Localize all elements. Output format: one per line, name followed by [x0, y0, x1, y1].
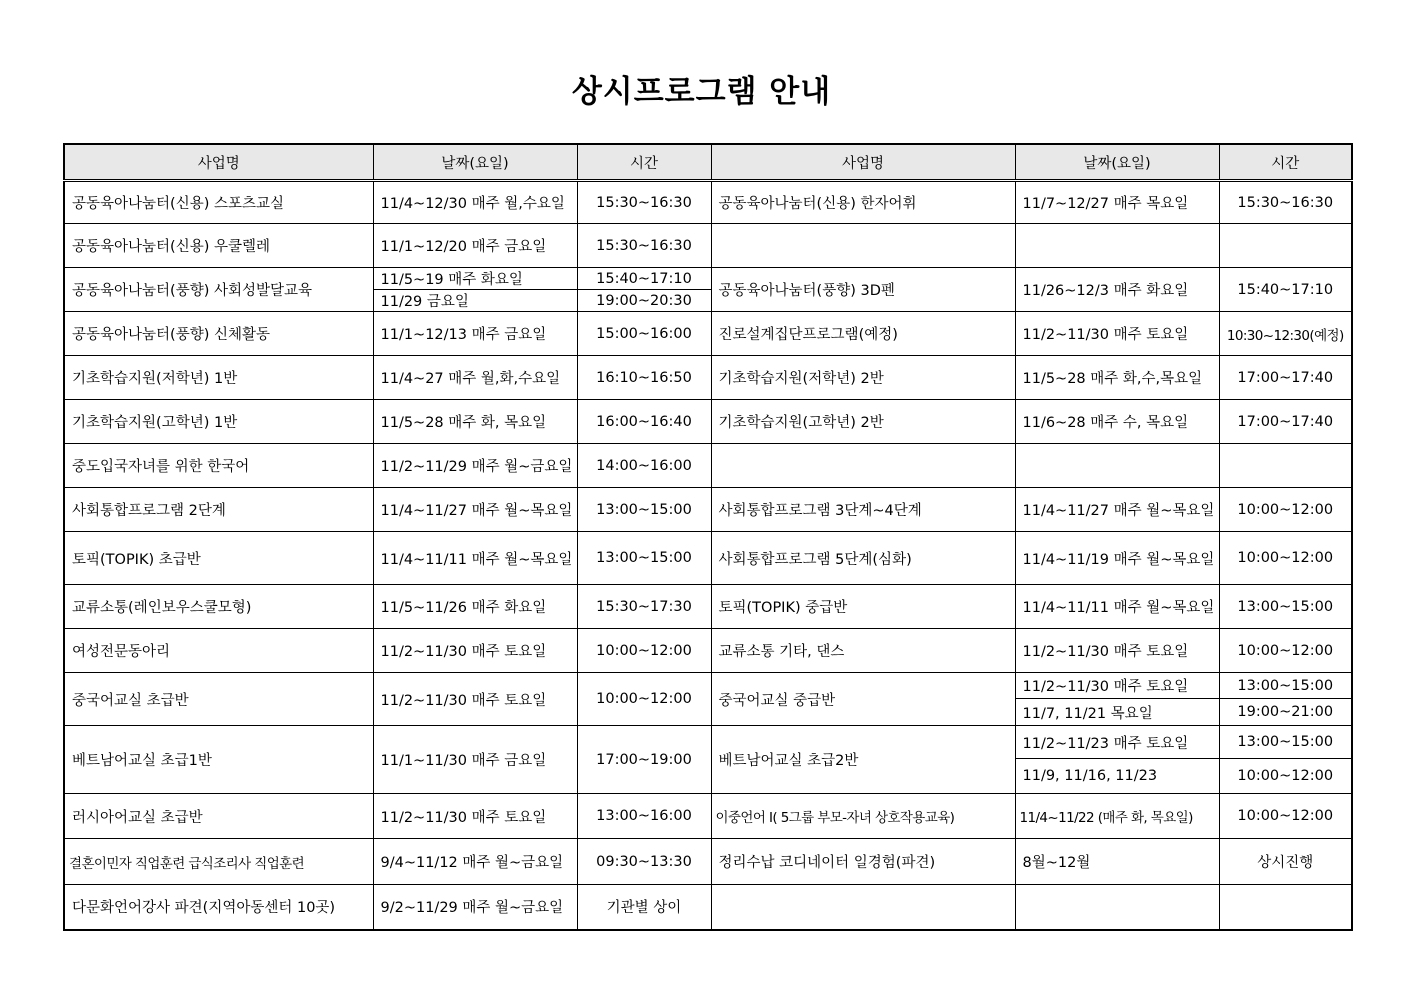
- program-date: [1015, 885, 1219, 930]
- program-name: 다문화언어강사 파견(지역아동센터 10곳): [64, 885, 373, 930]
- program-date: 11/5~28 매주 화,수,목요일: [1015, 356, 1219, 400]
- program-time: 15:00~16:00: [577, 312, 711, 356]
- table-row: [64, 629, 1352, 673]
- program-date: [1015, 224, 1219, 268]
- program-date: 11/26~12/3 매주 화요일: [1015, 268, 1219, 312]
- program-time: 10:00~12:00: [1219, 532, 1352, 585]
- program-time: 상시진행: [1219, 839, 1352, 885]
- program-date: 11/4~11/19 매주 월~목요일: [1015, 532, 1219, 585]
- program-name: 사회통합프로그램 5단계(심화): [711, 532, 1015, 585]
- program-name: 이중언어 I( 5그룹 부모-자녀 상호작용교육): [711, 794, 1015, 839]
- table-row: [64, 356, 1352, 400]
- table-row: [64, 312, 1352, 356]
- program-date: 11/4~12/30 매주 월,수요일: [373, 181, 577, 224]
- program-name: 공동육아나눔터(신용) 우쿨렐레: [64, 224, 373, 268]
- program-date: 11/7~12/27 매주 목요일: [1015, 181, 1219, 224]
- program-time: 10:00~12:00: [1219, 759, 1352, 794]
- program-date: 11/4~11/22 (매주 화, 목요일): [1015, 794, 1219, 839]
- program-time: 13:00~15:00: [577, 488, 711, 532]
- program-name: 기초학습지원(저학년) 1반: [64, 356, 373, 400]
- table-row: [64, 794, 1352, 839]
- table-row: [64, 726, 1352, 759]
- program-date: 11/4~27 매주 월,화,수요일: [373, 356, 577, 400]
- header-date-2: 날짜(요일): [1015, 144, 1219, 181]
- program-name: 교류소통 기타, 댄스: [711, 629, 1015, 673]
- header-program-name-2: 사업명: [711, 144, 1015, 181]
- program-date: 8월~12월: [1015, 839, 1219, 885]
- table-header-row: [64, 144, 1352, 181]
- table-row: [64, 532, 1352, 585]
- program-time: 13:00~15:00: [577, 532, 711, 585]
- program-time: 10:00~12:00: [1219, 488, 1352, 532]
- program-date: 11/7, 11/21 목요일: [1015, 699, 1219, 726]
- program-date: 11/5~19 매주 화요일: [373, 268, 577, 290]
- program-time: 10:00~12:00: [577, 673, 711, 726]
- table-row: [64, 839, 1352, 885]
- program-date: 11/2~11/30 매주 토요일: [373, 629, 577, 673]
- program-name: 여성전문동아리: [64, 629, 373, 673]
- program-time: [1219, 224, 1352, 268]
- program-time: 10:00~12:00: [1219, 629, 1352, 673]
- table-row: [64, 885, 1352, 930]
- program-name: 공동육아나눔터(풍향) 사회성발달교육: [64, 268, 373, 312]
- program-time: 16:10~16:50: [577, 356, 711, 400]
- program-time: 10:30~12:30(예정): [1219, 312, 1352, 356]
- table-row: [64, 585, 1352, 629]
- program-name: [711, 885, 1015, 930]
- program-date: 11/29 금요일: [373, 290, 577, 312]
- page-title: 상시프로그램 안내: [571, 74, 832, 110]
- program-date: 9/4~11/12 매주 월~금요일: [373, 839, 577, 885]
- program-date: [1015, 444, 1219, 488]
- program-name: 베트남어교실 초급2반: [711, 726, 1015, 794]
- program-time: 16:00~16:40: [577, 400, 711, 444]
- program-time: 10:00~12:00: [577, 629, 711, 673]
- program-name: 사회통합프로그램 2단계: [64, 488, 373, 532]
- program-name: 기초학습지원(고학년) 1반: [64, 400, 373, 444]
- program-name: 진로설계집단프로그램(예정): [711, 312, 1015, 356]
- program-time: 기관별 상이: [577, 885, 711, 930]
- program-date: 11/4~11/27 매주 월~목요일: [373, 488, 577, 532]
- program-time: 13:00~15:00: [1219, 673, 1352, 699]
- program-time: 15:40~17:10: [1219, 268, 1352, 312]
- program-date: 11/1~12/13 매주 금요일: [373, 312, 577, 356]
- program-name: 중국어교실 중급반: [711, 673, 1015, 726]
- program-time: 15:30~16:30: [577, 181, 711, 224]
- program-name: 정리수납 코디네이터 일경험(파견): [711, 839, 1015, 885]
- program-time: 17:00~17:40: [1219, 356, 1352, 400]
- program-time: 19:00~21:00: [1219, 699, 1352, 726]
- table-row: [64, 444, 1352, 488]
- table-row: [64, 673, 1352, 699]
- table-row: [64, 268, 1352, 290]
- program-name: [711, 444, 1015, 488]
- program-time: 15:30~16:30: [577, 224, 711, 268]
- program-name: 러시아어교실 초급반: [64, 794, 373, 839]
- program-time: 15:30~17:30: [577, 585, 711, 629]
- program-time: 09:30~13:30: [577, 839, 711, 885]
- program-name: 토픽(TOPIK) 초급반: [64, 532, 373, 585]
- program-date: 11/6~28 매주 수, 목요일: [1015, 400, 1219, 444]
- program-name: 사회통합프로그램 3단계~4단계: [711, 488, 1015, 532]
- program-name: [711, 224, 1015, 268]
- program-date: 11/2~11/29 매주 월~금요일: [373, 444, 577, 488]
- program-date: 11/2~11/23 매주 토요일: [1015, 726, 1219, 759]
- program-time: 13:00~16:00: [577, 794, 711, 839]
- program-name: 공동육아나눔터(신용) 스포츠교실: [64, 181, 373, 224]
- program-table: [63, 143, 1353, 931]
- program-time: 15:40~17:10: [577, 268, 711, 290]
- program-date: 11/1~12/20 매주 금요일: [373, 224, 577, 268]
- table-row: [64, 400, 1352, 444]
- program-date: 11/5~11/26 매주 화요일: [373, 585, 577, 629]
- program-time: 17:00~19:00: [577, 726, 711, 794]
- program-date: 11/2~11/30 매주 토요일: [373, 673, 577, 726]
- program-name: 토픽(TOPIK) 중급반: [711, 585, 1015, 629]
- program-name: 공동육아나눔터(풍향) 신체활동: [64, 312, 373, 356]
- program-date: 11/5~28 매주 화, 목요일: [373, 400, 577, 444]
- program-date: 11/2~11/30 매주 토요일: [1015, 673, 1219, 699]
- program-time: 13:00~15:00: [1219, 726, 1352, 759]
- table-row: [64, 488, 1352, 532]
- program-date: 11/4~11/11 매주 월~목요일: [373, 532, 577, 585]
- program-date: 11/2~11/30 매주 토요일: [1015, 629, 1219, 673]
- program-time: 17:00~17:40: [1219, 400, 1352, 444]
- program-time: 15:30~16:30: [1219, 181, 1352, 224]
- program-name: 공동육아나눔터(풍향) 3D펜: [711, 268, 1015, 312]
- table-row: [64, 181, 1352, 224]
- table-row: [64, 224, 1352, 268]
- program-name: 공동육아나눔터(신용) 한자어휘: [711, 181, 1015, 224]
- header-time-2: 시간: [1219, 144, 1352, 181]
- program-name: 기초학습지원(저학년) 2반: [711, 356, 1015, 400]
- program-name: 중국어교실 초급반: [64, 673, 373, 726]
- program-time: [1219, 444, 1352, 488]
- program-time: 10:00~12:00: [1219, 794, 1352, 839]
- program-date: 11/4~11/11 매주 월~목요일: [1015, 585, 1219, 629]
- header-program-name: 사업명: [64, 144, 373, 181]
- program-date: 11/1~11/30 매주 금요일: [373, 726, 577, 794]
- program-date: 11/2~11/30 매주 토요일: [373, 794, 577, 839]
- header-date: 날짜(요일): [373, 144, 577, 181]
- program-date: 11/4~11/27 매주 월~목요일: [1015, 488, 1219, 532]
- program-name: 베트남어교실 초급1반: [64, 726, 373, 794]
- program-date: 11/2~11/30 매주 토요일: [1015, 312, 1219, 356]
- program-date: 11/9, 11/16, 11/23: [1015, 759, 1219, 794]
- program-date: 9/2~11/29 매주 월~금요일: [373, 885, 577, 930]
- program-name: 중도입국자녀를 위한 한국어: [64, 444, 373, 488]
- header-time: 시간: [577, 144, 711, 181]
- program-name: 결혼이민자 직업훈련 급식조리사 직업훈련: [64, 839, 373, 885]
- program-name: 기초학습지원(고학년) 2반: [711, 400, 1015, 444]
- program-time: 19:00~20:30: [577, 290, 711, 312]
- program-time: 14:00~16:00: [577, 444, 711, 488]
- program-name: 교류소통(레인보우스쿨모형): [64, 585, 373, 629]
- program-time: [1219, 885, 1352, 930]
- program-time: 13:00~15:00: [1219, 585, 1352, 629]
